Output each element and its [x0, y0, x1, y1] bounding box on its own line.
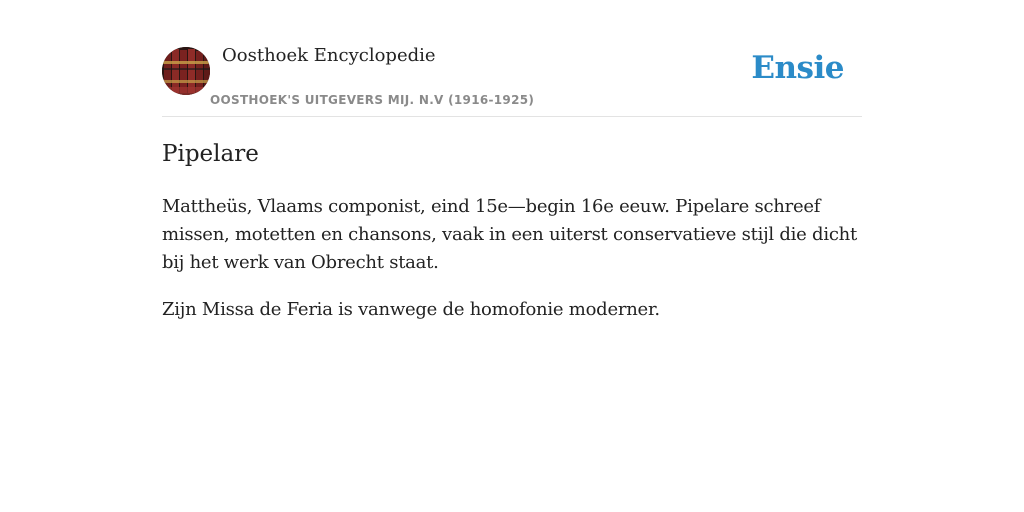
article-paragraph: Mattheüs, Vlaams componist, eind 15e—begin 16e eeuw. Pipelare schreef missen, motetten en chansons, vaak in een uiterst conservatieve stijl die dicht bij het werk van Obrecht staat. — [162, 196, 857, 273]
source-publisher: OOSTHOEK'S UITGEVERS MIJ. N.V (1916-1925) — [210, 93, 535, 107]
article-title: Pipelare — [162, 141, 259, 167]
source-header — [162, 40, 862, 117]
article-paragraph: Zijn Missa de Feria is vanwege de homofonie moderner. — [162, 299, 660, 320]
article — [162, 138, 862, 324]
encyclopedia-books-icon[interactable] — [162, 47, 210, 95]
source-title[interactable]: Oosthoek Encyclopedie — [222, 45, 436, 66]
ensie-logo[interactable]: Ensie — [751, 50, 844, 86]
